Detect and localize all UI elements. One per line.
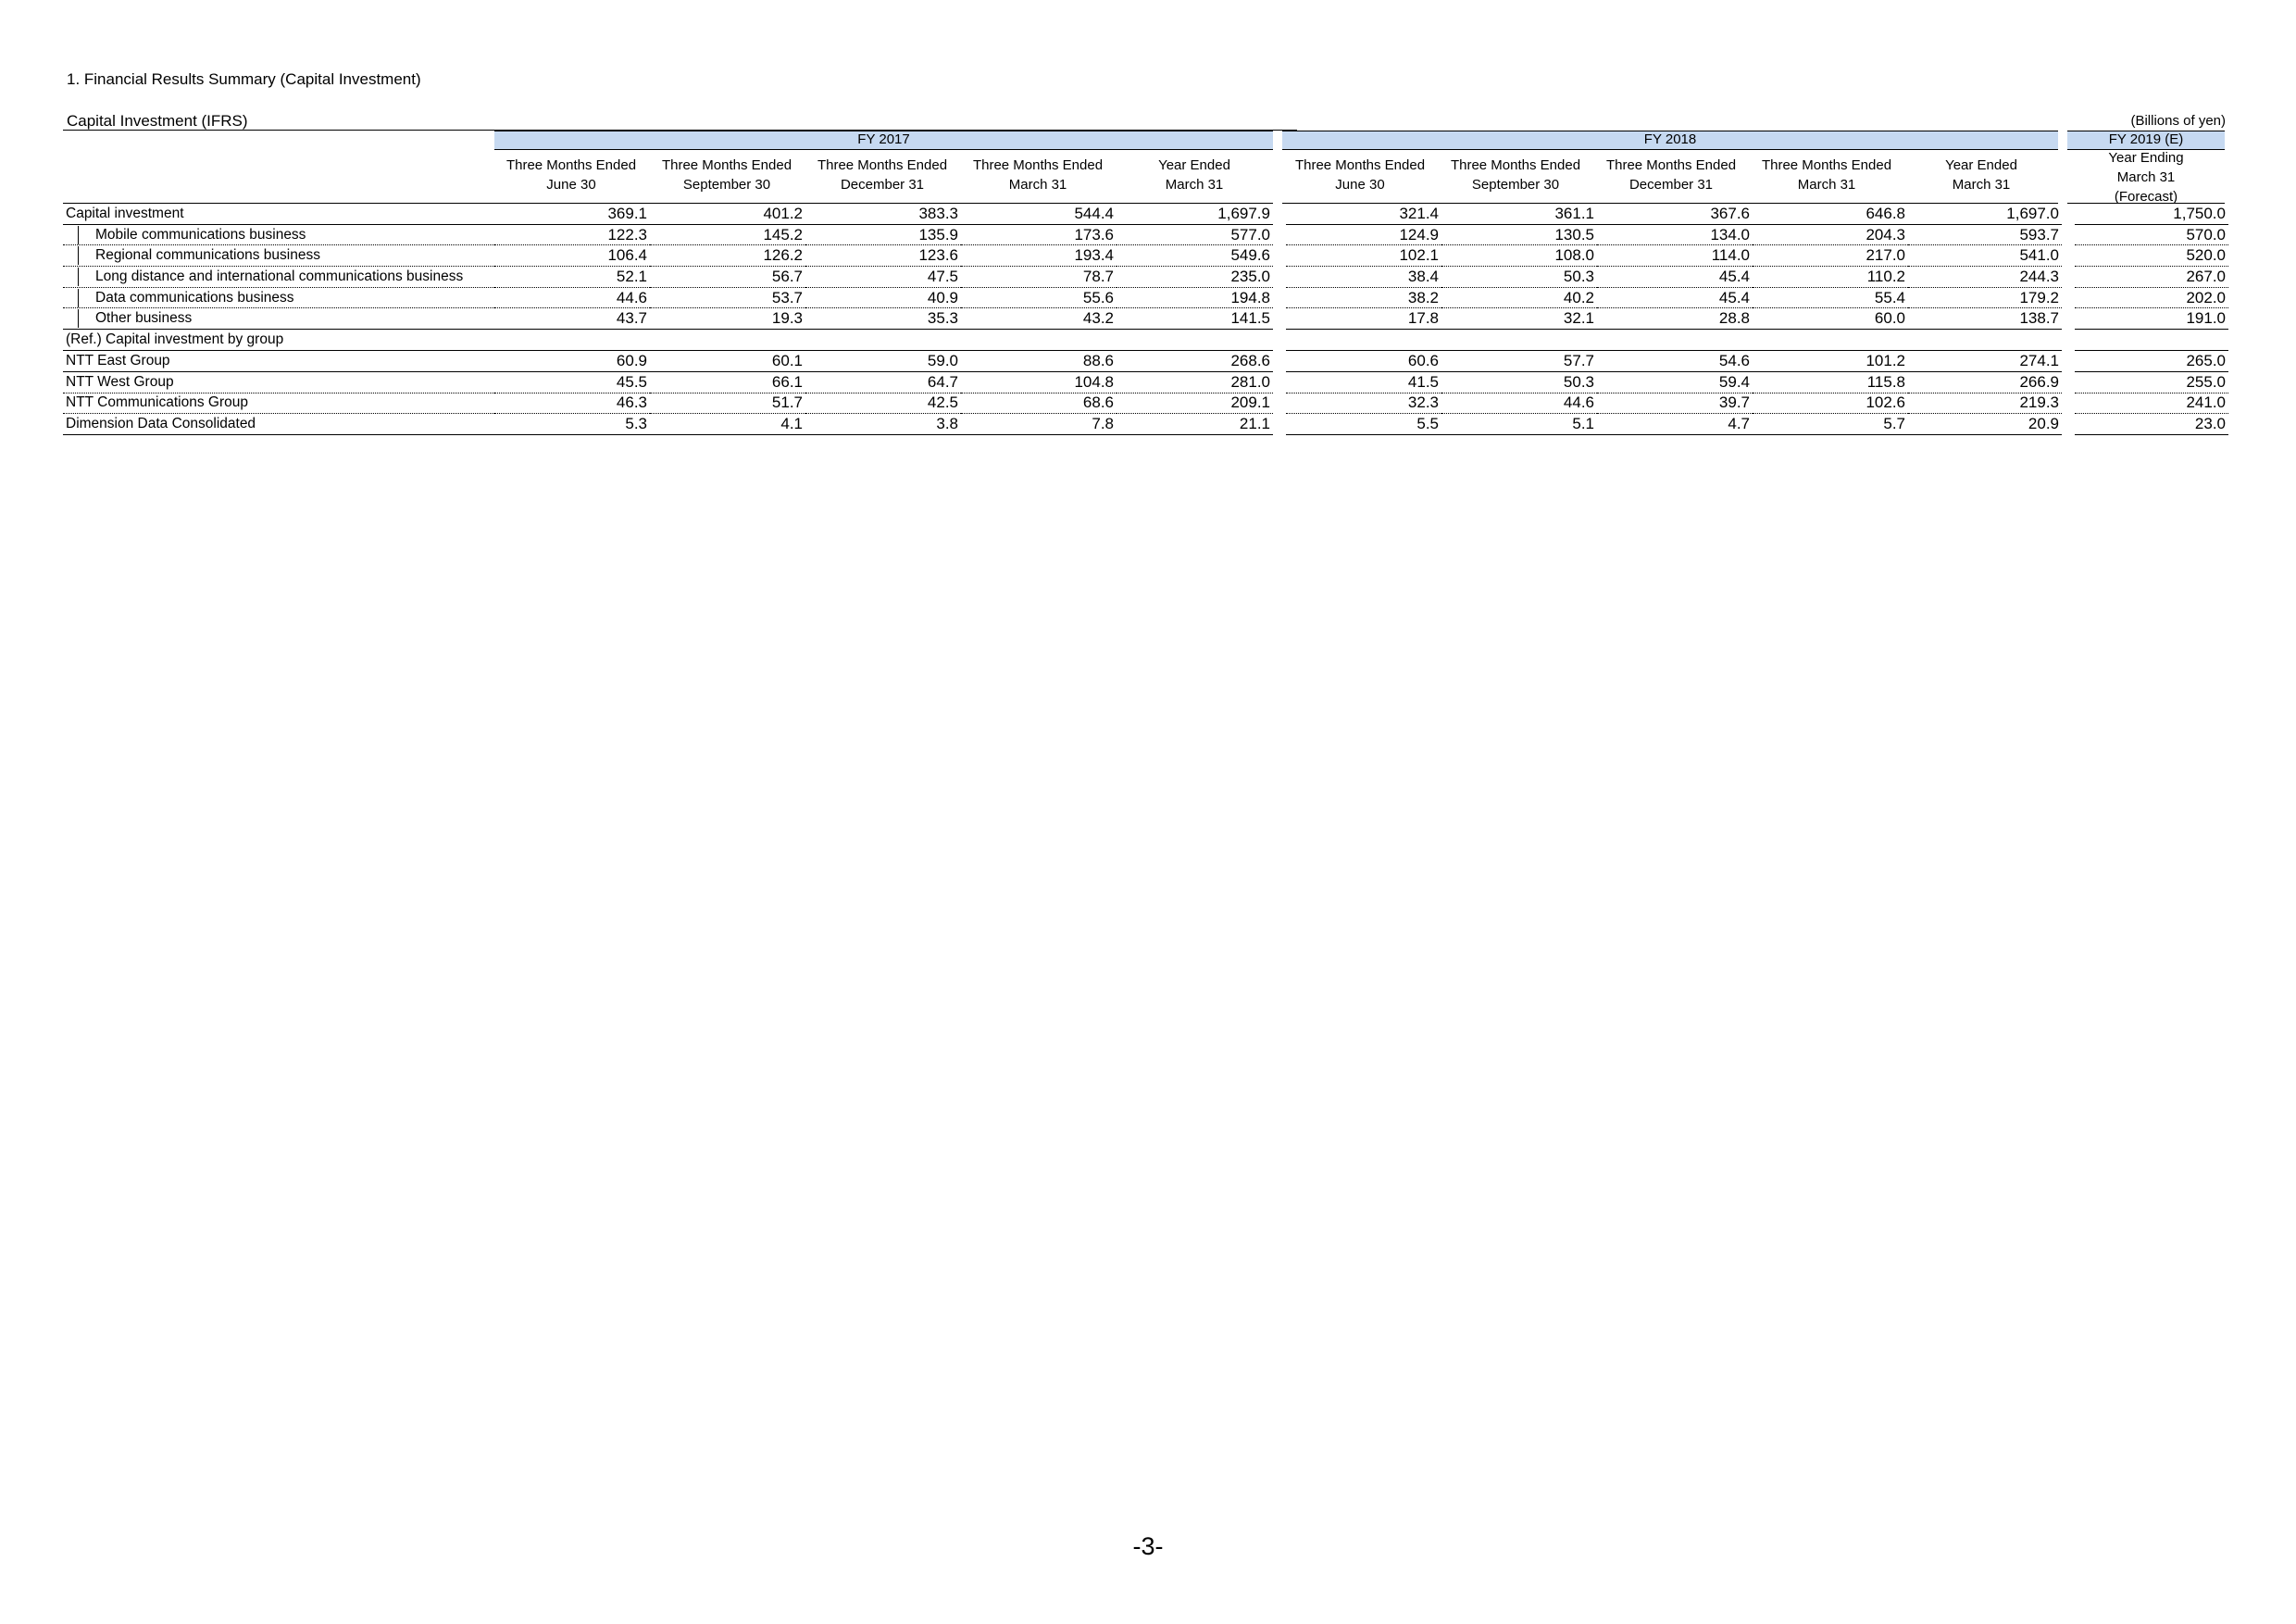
unit-label: (Billions of yen) bbox=[2130, 113, 2226, 129]
column-gap bbox=[2062, 308, 2075, 330]
cell-value: 21.1 bbox=[1117, 414, 1273, 435]
cell-value: 219.3 bbox=[1908, 393, 2062, 414]
cell-value: 1,750.0 bbox=[2075, 204, 2228, 224]
cell-value: 47.5 bbox=[805, 267, 961, 288]
cell-value: 255.0 bbox=[2075, 371, 2228, 393]
indent-guide bbox=[78, 246, 94, 265]
cell-value: 321.4 bbox=[1286, 204, 1441, 224]
row-label bbox=[63, 224, 494, 245]
cell-value: 126.2 bbox=[650, 245, 805, 267]
table-row bbox=[63, 287, 2228, 308]
cell-value: 7.8 bbox=[961, 414, 1117, 435]
cell-value: 60.9 bbox=[494, 351, 650, 372]
cell-value: 53.7 bbox=[650, 287, 805, 308]
table-row bbox=[63, 245, 2228, 267]
group-header-fy2019: FY 2019 (E) bbox=[2067, 131, 2225, 150]
cell-value: 520.0 bbox=[2075, 245, 2228, 267]
column-gap bbox=[1273, 245, 1286, 267]
cell-value: 134.0 bbox=[1597, 224, 1753, 245]
cell-value: 78.7 bbox=[961, 267, 1117, 288]
cell-value: 45.4 bbox=[1597, 267, 1753, 288]
column-gap bbox=[2062, 204, 2075, 224]
cell-value: 241.0 bbox=[2075, 393, 2228, 414]
cell-value: 173.6 bbox=[961, 224, 1117, 245]
cell-value: 45.5 bbox=[494, 371, 650, 393]
cell-value: 5.3 bbox=[494, 414, 650, 435]
cell-value: 66.1 bbox=[650, 371, 805, 393]
ref-heading-row bbox=[63, 330, 2228, 351]
table-row bbox=[63, 308, 2228, 330]
cell-value: 102.6 bbox=[1753, 393, 1908, 414]
capital-investment-table bbox=[63, 204, 2228, 435]
cell-value: 55.4 bbox=[1753, 287, 1908, 308]
cell-value: 68.6 bbox=[961, 393, 1117, 414]
cell-value: 130.5 bbox=[1441, 224, 1597, 245]
page-number: -3- bbox=[1132, 1532, 1164, 1560]
column-header-line: Three Months Ended bbox=[1761, 157, 1892, 173]
cell-value: 43.7 bbox=[494, 308, 650, 330]
column-header bbox=[1281, 156, 1439, 194]
table-row bbox=[63, 371, 2228, 393]
cell-value: 3.8 bbox=[805, 414, 961, 435]
cell-value: 54.6 bbox=[1597, 351, 1753, 372]
cell-value: 265.0 bbox=[2075, 351, 2228, 372]
cell-value: 115.8 bbox=[1753, 371, 1908, 393]
column-header-line: June 30 bbox=[546, 177, 596, 193]
column-header-line: Year Ended bbox=[1158, 157, 1230, 173]
cell-value: 544.4 bbox=[961, 204, 1117, 224]
cell-value: 60.1 bbox=[650, 351, 805, 372]
indent-guide bbox=[78, 309, 94, 328]
cell-value: 45.4 bbox=[1597, 287, 1753, 308]
column-header-line: March 31 bbox=[1797, 177, 1856, 193]
indent-guide bbox=[78, 268, 94, 286]
cell-value: 267.0 bbox=[2075, 267, 2228, 288]
cell-value: 32.3 bbox=[1286, 393, 1441, 414]
table-row bbox=[63, 393, 2228, 414]
row-label: Dimension Data Consolidated bbox=[63, 414, 494, 435]
column-gap bbox=[1273, 224, 1286, 245]
column-header-line: June 30 bbox=[1335, 177, 1385, 193]
cell-value: 383.3 bbox=[805, 204, 961, 224]
row-label-text: Mobile communications business bbox=[95, 226, 306, 243]
cell-value: 35.3 bbox=[805, 308, 961, 330]
row-label bbox=[63, 308, 494, 330]
column-header bbox=[959, 156, 1117, 194]
cell-value: 122.3 bbox=[494, 224, 650, 245]
cell-value: 40.2 bbox=[1441, 287, 1597, 308]
cell-value: 114.0 bbox=[1597, 245, 1753, 267]
table-row bbox=[63, 267, 2228, 288]
cell-value: 39.7 bbox=[1597, 393, 1753, 414]
cell-value: 101.2 bbox=[1753, 351, 1908, 372]
column-gap bbox=[2062, 224, 2075, 245]
column-header bbox=[1437, 156, 1594, 194]
column-gap bbox=[1273, 371, 1286, 393]
row-label-text: Data communications business bbox=[95, 289, 294, 306]
column-header-line: Year Ended bbox=[1945, 157, 2017, 173]
row-label-text: Regional communications business bbox=[95, 247, 320, 264]
cell-value: 209.1 bbox=[1117, 393, 1273, 414]
column-header bbox=[804, 156, 961, 194]
cell-value: 52.1 bbox=[494, 267, 650, 288]
ref-heading: (Ref.) Capital investment by group bbox=[63, 330, 494, 351]
cell-value: 217.0 bbox=[1753, 245, 1908, 267]
column-gap bbox=[1273, 204, 1286, 224]
row-label-text: Other business bbox=[95, 310, 193, 327]
cell-value: 64.7 bbox=[805, 371, 961, 393]
column-header-line: March 31 bbox=[1952, 177, 2011, 193]
cell-value: 60.6 bbox=[1286, 351, 1441, 372]
cell-value: 5.5 bbox=[1286, 414, 1441, 435]
column-header bbox=[493, 156, 650, 194]
column-header bbox=[1592, 156, 1750, 194]
column-header bbox=[1748, 156, 1905, 194]
cell-value: 193.4 bbox=[961, 245, 1117, 267]
column-header-line: March 31 bbox=[1008, 177, 1067, 193]
cell-value: 369.1 bbox=[494, 204, 650, 224]
table-row bbox=[63, 224, 2228, 245]
column-gap bbox=[1273, 351, 1286, 372]
column-header-line: Three Months Ended bbox=[817, 157, 948, 173]
group-header-fy2017: FY 2017 bbox=[494, 131, 1273, 150]
cell-value: 44.6 bbox=[494, 287, 650, 308]
cell-value: 41.5 bbox=[1286, 371, 1441, 393]
row-label bbox=[63, 267, 494, 288]
table-row bbox=[63, 351, 2228, 372]
column-gap bbox=[1273, 414, 1286, 435]
column-gap bbox=[2062, 267, 2075, 288]
group-header-fy2018: FY 2018 bbox=[1282, 131, 2058, 150]
cell-value: 235.0 bbox=[1117, 267, 1273, 288]
column-gap bbox=[1273, 267, 1286, 288]
column-header-line: (Forecast) bbox=[2114, 189, 2178, 205]
cell-value: 59.0 bbox=[805, 351, 961, 372]
cell-value: 5.1 bbox=[1441, 414, 1597, 435]
cell-value: 51.7 bbox=[650, 393, 805, 414]
cell-value: 56.7 bbox=[650, 267, 805, 288]
row-label: Capital investment bbox=[63, 204, 494, 224]
cell-value: 17.8 bbox=[1286, 308, 1441, 330]
cell-value: 266.9 bbox=[1908, 371, 2062, 393]
cell-value: 367.6 bbox=[1597, 204, 1753, 224]
cell-value: 570.0 bbox=[2075, 224, 2228, 245]
cell-value: 646.8 bbox=[1753, 204, 1908, 224]
cell-value: 593.7 bbox=[1908, 224, 2062, 245]
row-label: NTT Communications Group bbox=[63, 393, 494, 414]
table-row bbox=[63, 414, 2228, 435]
cell-value: 541.0 bbox=[1908, 245, 2062, 267]
column-header-line: September 30 bbox=[1471, 177, 1560, 193]
cell-value: 204.3 bbox=[1753, 224, 1908, 245]
column-gap bbox=[2062, 414, 2075, 435]
column-header-line: March 31 bbox=[1165, 177, 1224, 193]
column-header-line: Three Months Ended bbox=[505, 157, 637, 173]
cell-value: 1,697.9 bbox=[1117, 204, 1273, 224]
cell-value: 361.1 bbox=[1441, 204, 1597, 224]
column-gap bbox=[1273, 287, 1286, 308]
column-header-line: Three Months Ended bbox=[1450, 157, 1581, 173]
column-header bbox=[2067, 148, 2225, 206]
cell-value: 50.3 bbox=[1441, 267, 1597, 288]
cell-value: 401.2 bbox=[650, 204, 805, 224]
cell-value: 23.0 bbox=[2075, 414, 2228, 435]
row-label: NTT West Group bbox=[63, 371, 494, 393]
cell-value: 5.7 bbox=[1753, 414, 1908, 435]
cell-value: 191.0 bbox=[2075, 308, 2228, 330]
column-header-line: December 31 bbox=[840, 177, 925, 193]
cell-value: 102.1 bbox=[1286, 245, 1441, 267]
cell-value: 4.1 bbox=[650, 414, 805, 435]
ref-heading-filler bbox=[494, 330, 2228, 351]
cell-value: 4.7 bbox=[1597, 414, 1753, 435]
column-header-line: Three Months Ended bbox=[1294, 157, 1426, 173]
cell-value: 202.0 bbox=[2075, 287, 2228, 308]
indent-guide bbox=[78, 289, 94, 307]
cell-value: 104.8 bbox=[961, 371, 1117, 393]
column-header-line: March 31 bbox=[2116, 169, 2176, 185]
cell-value: 19.3 bbox=[650, 308, 805, 330]
cell-value: 42.5 bbox=[805, 393, 961, 414]
column-gap bbox=[2062, 371, 2075, 393]
cell-value: 1,697.0 bbox=[1908, 204, 2062, 224]
table-row bbox=[63, 204, 2228, 224]
cell-value: 244.3 bbox=[1908, 267, 2062, 288]
cell-value: 549.6 bbox=[1117, 245, 1273, 267]
column-header-line: Three Months Ended bbox=[1605, 157, 1737, 173]
column-gap bbox=[2062, 351, 2075, 372]
cell-value: 268.6 bbox=[1117, 351, 1273, 372]
row-label bbox=[63, 287, 494, 308]
indent-guide bbox=[78, 226, 94, 244]
cell-value: 145.2 bbox=[650, 224, 805, 245]
cell-value: 110.2 bbox=[1753, 267, 1908, 288]
cell-value: 274.1 bbox=[1908, 351, 2062, 372]
column-gap bbox=[2062, 393, 2075, 414]
cell-value: 44.6 bbox=[1441, 393, 1597, 414]
cell-value: 123.6 bbox=[805, 245, 961, 267]
column-gap bbox=[2062, 287, 2075, 308]
cell-value: 108.0 bbox=[1441, 245, 1597, 267]
column-header bbox=[648, 156, 805, 194]
cell-value: 179.2 bbox=[1908, 287, 2062, 308]
row-label: NTT East Group bbox=[63, 351, 494, 372]
column-gap bbox=[2062, 245, 2075, 267]
cell-value: 40.9 bbox=[805, 287, 961, 308]
cell-value: 59.4 bbox=[1597, 371, 1753, 393]
cell-value: 124.9 bbox=[1286, 224, 1441, 245]
cell-value: 281.0 bbox=[1117, 371, 1273, 393]
cell-value: 46.3 bbox=[494, 393, 650, 414]
column-header-line: Three Months Ended bbox=[972, 157, 1104, 173]
cell-value: 28.8 bbox=[1597, 308, 1753, 330]
cell-value: 577.0 bbox=[1117, 224, 1273, 245]
cell-value: 60.0 bbox=[1753, 308, 1908, 330]
cell-value: 32.1 bbox=[1441, 308, 1597, 330]
cell-value: 50.3 bbox=[1441, 371, 1597, 393]
cell-value: 55.6 bbox=[961, 287, 1117, 308]
cell-value: 106.4 bbox=[494, 245, 650, 267]
cell-value: 141.5 bbox=[1117, 308, 1273, 330]
cell-value: 138.7 bbox=[1908, 308, 2062, 330]
cell-value: 20.9 bbox=[1908, 414, 2062, 435]
cell-value: 57.7 bbox=[1441, 351, 1597, 372]
row-label-text: Long distance and international communications business bbox=[95, 268, 464, 284]
column-header-line: Year Ending bbox=[2108, 150, 2184, 166]
column-gap bbox=[1273, 393, 1286, 414]
column-header bbox=[1116, 156, 1273, 194]
cell-value: 43.2 bbox=[961, 308, 1117, 330]
cell-value: 194.8 bbox=[1117, 287, 1273, 308]
column-header-line: Three Months Ended bbox=[661, 157, 792, 173]
cell-value: 135.9 bbox=[805, 224, 961, 245]
column-gap bbox=[1273, 308, 1286, 330]
section-title: 1. Financial Results Summary (Capital Investment) bbox=[67, 70, 421, 88]
column-header-line: December 31 bbox=[1628, 177, 1714, 193]
cell-value: 38.2 bbox=[1286, 287, 1441, 308]
row-label bbox=[63, 245, 494, 267]
cell-value: 88.6 bbox=[961, 351, 1117, 372]
column-header bbox=[1903, 156, 2060, 194]
column-header-line: September 30 bbox=[682, 177, 771, 193]
cell-value: 38.4 bbox=[1286, 267, 1441, 288]
table-title: Capital Investment (IFRS) bbox=[67, 112, 248, 130]
